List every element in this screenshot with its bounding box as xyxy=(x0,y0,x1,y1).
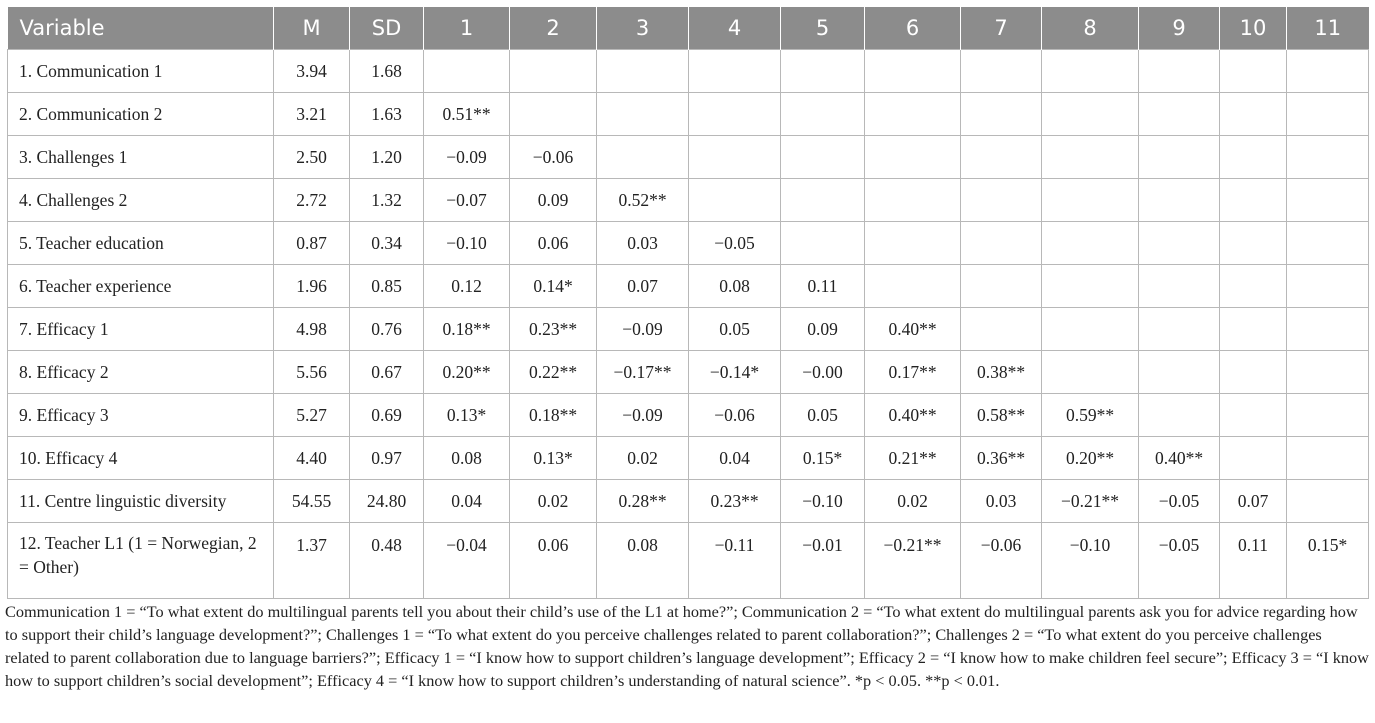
table-cell xyxy=(1287,351,1369,394)
table-cell xyxy=(1139,136,1220,179)
table-cell xyxy=(865,50,961,93)
table-cell xyxy=(597,93,689,136)
variable-name-cell: 2. Communication 2 xyxy=(8,93,274,136)
table-cell xyxy=(961,179,1042,222)
table-cell: 1.96 xyxy=(274,265,350,308)
table-row xyxy=(8,437,1369,480)
table-cell xyxy=(1042,93,1139,136)
table-cell: 0.51** xyxy=(424,93,510,136)
table-row xyxy=(8,93,1369,136)
table-cell: 1.32 xyxy=(350,179,424,222)
variable-name-cell: 6. Teacher experience xyxy=(8,265,274,308)
table-cell xyxy=(961,222,1042,265)
table-cell xyxy=(865,136,961,179)
table-cell: 54.55 xyxy=(274,480,350,523)
variable-name-cell: 5. Teacher education xyxy=(8,222,274,265)
table-cell: 0.13* xyxy=(424,394,510,437)
table-cell xyxy=(1287,222,1369,265)
variable-name-cell: 4. Challenges 2 xyxy=(8,179,274,222)
table-cell: 1.20 xyxy=(350,136,424,179)
variable-name-cell: 8. Efficacy 2 xyxy=(8,351,274,394)
table-cell: −0.06 xyxy=(689,394,781,437)
table-cell xyxy=(424,50,510,93)
table-cell xyxy=(961,265,1042,308)
table-cell: 0.22** xyxy=(510,351,597,394)
table-cell xyxy=(510,93,597,136)
table-cell xyxy=(689,136,781,179)
table-cell xyxy=(1287,394,1369,437)
header-cell: 11 xyxy=(1287,7,1369,50)
header-cell: 3 xyxy=(597,7,689,50)
table-cell xyxy=(1220,351,1287,394)
table-cell: 0.76 xyxy=(350,308,424,351)
table-cell: 0.07 xyxy=(1220,480,1287,523)
table-cell xyxy=(961,136,1042,179)
table-cell: 0.18** xyxy=(424,308,510,351)
variable-name-cell: 9. Efficacy 3 xyxy=(8,394,274,437)
table-row xyxy=(8,179,1369,222)
table-cell: 0.67 xyxy=(350,351,424,394)
table-cell xyxy=(865,265,961,308)
table-cell: −0.21** xyxy=(1042,480,1139,523)
table-cell: −0.14* xyxy=(689,351,781,394)
table-cell: −0.06 xyxy=(510,136,597,179)
table-cell xyxy=(1220,308,1287,351)
table-cell xyxy=(1139,93,1220,136)
table-cell: 0.40** xyxy=(865,308,961,351)
table-cell: 4.98 xyxy=(274,308,350,351)
table-row xyxy=(8,222,1369,265)
table-cell: 0.08 xyxy=(597,523,689,599)
header-cell: 10 xyxy=(1220,7,1287,50)
variable-name-cell: 3. Challenges 1 xyxy=(8,136,274,179)
table-cell xyxy=(865,179,961,222)
table-body xyxy=(8,50,1369,599)
table-cell: 0.03 xyxy=(961,480,1042,523)
table-cell: 0.59** xyxy=(1042,394,1139,437)
table-cell: 0.20** xyxy=(424,351,510,394)
table-cell: 2.50 xyxy=(274,136,350,179)
table-cell xyxy=(1220,93,1287,136)
table-cell xyxy=(865,222,961,265)
table-row xyxy=(8,523,1369,599)
header-cell: 5 xyxy=(781,7,865,50)
table-cell xyxy=(781,179,865,222)
variable-name-cell: 1. Communication 1 xyxy=(8,50,274,93)
table-cell xyxy=(1139,308,1220,351)
table-cell xyxy=(1287,308,1369,351)
table-cell xyxy=(1220,136,1287,179)
table-cell: −0.05 xyxy=(1139,523,1220,599)
variable-name-cell: 12. Teacher L1 (1 = Norwegian, 2 = Other) xyxy=(8,523,274,599)
table-cell: −0.05 xyxy=(689,222,781,265)
table-cell: 1.37 xyxy=(274,523,350,599)
table-cell: 0.12 xyxy=(424,265,510,308)
table-cell: 0.40** xyxy=(865,394,961,437)
table-cell xyxy=(1287,480,1369,523)
table-cell: 5.56 xyxy=(274,351,350,394)
table-cell xyxy=(1042,136,1139,179)
header-row xyxy=(8,7,1369,50)
table-cell: 0.20** xyxy=(1042,437,1139,480)
correlation-table xyxy=(7,7,1369,599)
table-cell: 0.05 xyxy=(689,308,781,351)
table-header xyxy=(8,7,1369,50)
table-cell: −0.10 xyxy=(781,480,865,523)
table-cell: 0.85 xyxy=(350,265,424,308)
table-cell: 5.27 xyxy=(274,394,350,437)
table-cell: 0.23** xyxy=(689,480,781,523)
table-cell: −0.09 xyxy=(597,394,689,437)
table-cell xyxy=(865,93,961,136)
table-cell: 0.11 xyxy=(1220,523,1287,599)
table-cell: 0.15* xyxy=(1287,523,1369,599)
table-row xyxy=(8,50,1369,93)
table-cell: 0.06 xyxy=(510,523,597,599)
header-cell: 4 xyxy=(689,7,781,50)
table-cell: 0.02 xyxy=(597,437,689,480)
table-cell xyxy=(1287,265,1369,308)
table-row xyxy=(8,394,1369,437)
table-footnote: Communication 1 = “To what extent do multilingual parents tell you about their child’s use of the L1 at home?”; Communication 2 = “To what extent do multilingual parents ask you for advice regarding how to support their child’s language development?”; Challenges 1 = “To what extent do you perceive challenges related to parent collaboration?”; Challenges 2 = “To what extent do you perceive challenges related to parent collaboration due to language barriers?”; Efficacy 1 = “I know how to support children’s language development”; Efficacy 2 = “I know how to make children feel secure”; Efficacy 3 = “I know how to support children’s social development”; Efficacy 4 = “I know how to support children’s understanding of natural science”. *p < 0.05. **p < 0.01. xyxy=(5,602,1369,690)
table-row xyxy=(8,265,1369,308)
table-cell: 0.17** xyxy=(865,351,961,394)
table-cell xyxy=(1139,351,1220,394)
table-cell: 0.04 xyxy=(424,480,510,523)
table-cell xyxy=(597,136,689,179)
table-cell xyxy=(1220,50,1287,93)
table-cell: 0.03 xyxy=(597,222,689,265)
table-cell: 0.11 xyxy=(781,265,865,308)
table-cell xyxy=(1139,265,1220,308)
table-cell: 0.34 xyxy=(350,222,424,265)
table-cell: 0.97 xyxy=(350,437,424,480)
table-cell: 24.80 xyxy=(350,480,424,523)
table-cell xyxy=(1287,93,1369,136)
variable-name-cell: 10. Efficacy 4 xyxy=(8,437,274,480)
table-cell xyxy=(1220,437,1287,480)
table-row xyxy=(8,480,1369,523)
table-row xyxy=(8,351,1369,394)
table-cell xyxy=(1220,222,1287,265)
table-cell: 0.23** xyxy=(510,308,597,351)
header-cell: 7 xyxy=(961,7,1042,50)
table-cell xyxy=(1042,308,1139,351)
table-cell: 0.05 xyxy=(781,394,865,437)
table-cell: −0.00 xyxy=(781,351,865,394)
table-cell: 0.09 xyxy=(781,308,865,351)
table-cell: 0.38** xyxy=(961,351,1042,394)
table-cell: 0.08 xyxy=(424,437,510,480)
table-cell: 0.06 xyxy=(510,222,597,265)
table-cell xyxy=(1220,394,1287,437)
table-cell: −0.11 xyxy=(689,523,781,599)
table-cell: 2.72 xyxy=(274,179,350,222)
correlation-table-container xyxy=(7,7,1368,599)
table-cell xyxy=(1220,265,1287,308)
table-cell: 0.09 xyxy=(510,179,597,222)
table-cell xyxy=(781,136,865,179)
table-cell: −0.21** xyxy=(865,523,961,599)
variable-name-cell: 11. Centre linguistic diversity xyxy=(8,480,274,523)
table-cell: 0.08 xyxy=(689,265,781,308)
table-cell: 0.04 xyxy=(689,437,781,480)
variable-name-cell: 7. Efficacy 1 xyxy=(8,308,274,351)
table-cell: 3.94 xyxy=(274,50,350,93)
table-cell: 4.40 xyxy=(274,437,350,480)
header-cell: 2 xyxy=(510,7,597,50)
table-cell: 0.18** xyxy=(510,394,597,437)
table-cell: 0.13* xyxy=(510,437,597,480)
table-cell xyxy=(1042,265,1139,308)
table-cell xyxy=(781,222,865,265)
table-cell: −0.07 xyxy=(424,179,510,222)
header-cell: 9 xyxy=(1139,7,1220,50)
table-cell xyxy=(1287,179,1369,222)
table-cell: 0.52** xyxy=(597,179,689,222)
table-cell: 1.63 xyxy=(350,93,424,136)
table-cell xyxy=(1287,136,1369,179)
table-cell xyxy=(1139,222,1220,265)
table-cell xyxy=(1042,179,1139,222)
table-cell: 0.48 xyxy=(350,523,424,599)
table-cell xyxy=(689,50,781,93)
table-cell: 0.28** xyxy=(597,480,689,523)
table-cell: −0.05 xyxy=(1139,480,1220,523)
table-cell: −0.09 xyxy=(424,136,510,179)
table-cell xyxy=(1042,222,1139,265)
table-row xyxy=(8,136,1369,179)
table-cell: −0.04 xyxy=(424,523,510,599)
table-cell xyxy=(1287,437,1369,480)
table-cell: 0.36** xyxy=(961,437,1042,480)
table-cell: 1.68 xyxy=(350,50,424,93)
table-cell xyxy=(1042,351,1139,394)
table-cell xyxy=(1220,179,1287,222)
table-cell: 0.40** xyxy=(1139,437,1220,480)
table-cell: 0.14* xyxy=(510,265,597,308)
table-cell xyxy=(689,179,781,222)
table-cell xyxy=(1139,50,1220,93)
table-cell xyxy=(781,93,865,136)
table-cell: −0.06 xyxy=(961,523,1042,599)
header-cell: 1 xyxy=(424,7,510,50)
table-cell xyxy=(597,50,689,93)
table-cell: −0.10 xyxy=(1042,523,1139,599)
table-cell: 0.02 xyxy=(865,480,961,523)
table-cell xyxy=(1139,179,1220,222)
table-cell: 0.87 xyxy=(274,222,350,265)
table-cell: 0.02 xyxy=(510,480,597,523)
table-cell: 3.21 xyxy=(274,93,350,136)
table-cell xyxy=(961,308,1042,351)
table-cell xyxy=(1042,50,1139,93)
header-cell: 6 xyxy=(865,7,961,50)
table-cell xyxy=(1139,394,1220,437)
table-cell: 0.21** xyxy=(865,437,961,480)
header-cell: M xyxy=(274,7,350,50)
table-cell: −0.09 xyxy=(597,308,689,351)
header-cell: 8 xyxy=(1042,7,1139,50)
table-cell xyxy=(961,50,1042,93)
table-cell: −0.17** xyxy=(597,351,689,394)
table-cell: −0.10 xyxy=(424,222,510,265)
table-cell xyxy=(510,50,597,93)
table-cell: 0.58** xyxy=(961,394,1042,437)
header-cell: Variable xyxy=(8,7,274,50)
table-cell: −0.01 xyxy=(781,523,865,599)
table-cell xyxy=(781,50,865,93)
table-cell: 0.15* xyxy=(781,437,865,480)
table-cell: 0.69 xyxy=(350,394,424,437)
table-row xyxy=(8,308,1369,351)
table-cell: 0.07 xyxy=(597,265,689,308)
header-cell: SD xyxy=(350,7,424,50)
table-cell xyxy=(689,93,781,136)
table-cell xyxy=(1287,50,1369,93)
table-cell xyxy=(961,93,1042,136)
